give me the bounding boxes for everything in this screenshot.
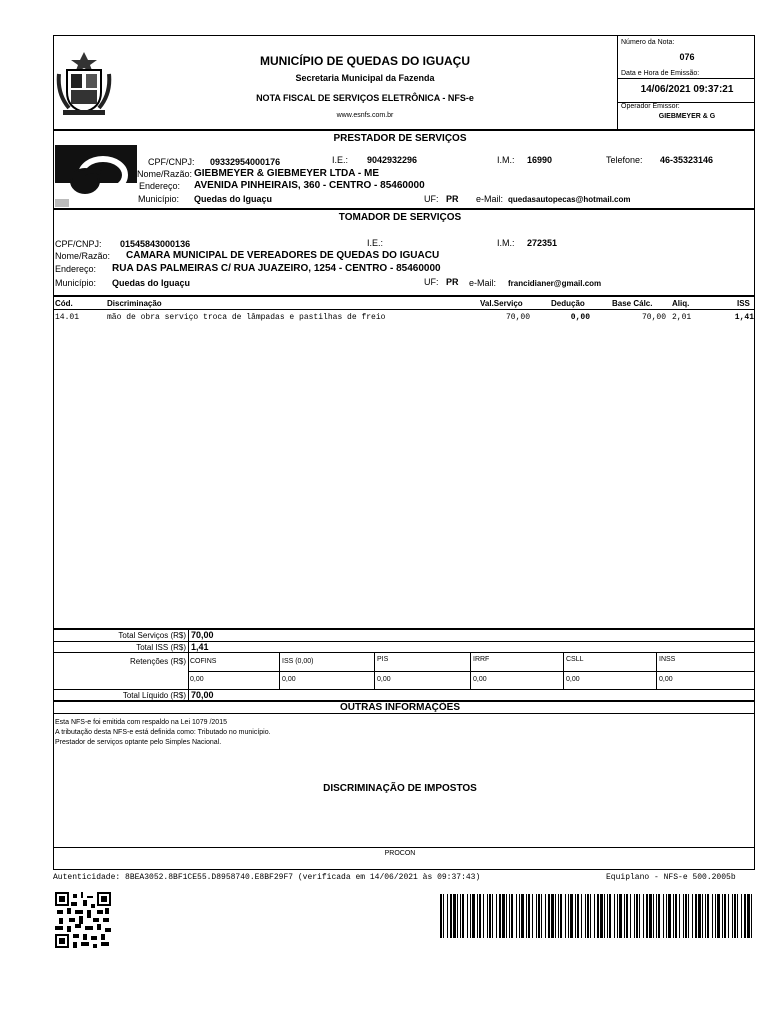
tomador-nome-value: CAMARA MUNICIPAL DE VEREADORES DE QUEDAS DO IGUACU xyxy=(126,250,440,261)
prestador-uf-value: PR xyxy=(446,194,459,204)
tomador-end-label: Endereço: xyxy=(55,264,97,274)
tomador-cpf-label: CPF/CNPJ: xyxy=(55,239,102,249)
company-logo xyxy=(55,145,137,207)
prestador-tel-value: 46-35323146 xyxy=(660,155,714,165)
csll-value: 0,00 xyxy=(566,676,580,683)
tomador-im-value: 272351 xyxy=(527,238,558,248)
numero-value: 076 xyxy=(679,52,695,62)
total-liquido-value: 70,00 xyxy=(191,690,214,700)
tomador-mun-value: Quedas do Iguaçu xyxy=(112,278,191,288)
tomador-mun-label: Município: xyxy=(55,278,97,288)
irrf-value: 0,00 xyxy=(473,676,487,683)
prestador-end-label: Endereço: xyxy=(139,181,181,191)
col-cod-header: Cód. xyxy=(55,299,73,308)
operador-value: GIEBMEYER & G xyxy=(658,113,716,120)
tomador-ie-label: I.E.: xyxy=(367,238,384,248)
outras-line-3: Prestador de serviços optante pelo Simples Nacional. xyxy=(55,739,222,746)
prestador-title: PRESTADOR DE SERVIÇOS xyxy=(333,133,467,144)
secretaria-text: Secretaria Municipal da Fazenda xyxy=(295,73,435,83)
csll-label: CSLL xyxy=(566,656,584,663)
autenticidade-text: Autenticidade: 8BEA3052.8BF1CE55.D8958740.E8BF29F7 (verificada em 14/06/2021 às 09:37:43) xyxy=(53,873,481,882)
data-label: Data e Hora de Emissão: xyxy=(621,70,700,77)
total-servicos-label: Total Serviços (R$) xyxy=(118,631,186,640)
operador-label: Operador Emissor: xyxy=(621,103,680,110)
items-frame xyxy=(53,296,755,629)
total-iss-value: 1,41 xyxy=(191,642,209,652)
col-disc-header: Discriminação xyxy=(107,299,162,308)
irrf-label: IRRF xyxy=(473,656,490,663)
tomador-uf-value: PR xyxy=(446,277,459,287)
prestador-email-value: quedasautopecas@hotmail.com xyxy=(508,195,631,204)
pis-label: PIS xyxy=(377,656,389,663)
site-text: www.esnfs.com.br xyxy=(336,112,394,119)
tomador-im-label: I.M.: xyxy=(497,238,515,248)
pis-value: 0,00 xyxy=(377,676,391,683)
col-ded-header: Dedução xyxy=(551,299,585,308)
tomador-title: TOMADOR DE SERVIÇOS xyxy=(338,212,462,223)
row-iss: 1,41 xyxy=(734,313,754,322)
tomador-email-value: francidianer@gmail.com xyxy=(508,279,602,288)
col-base-header: Base Cálc. xyxy=(612,299,653,308)
row-disc: mão de obra serviço troca de lâmpadas e pastilhas de freio xyxy=(107,313,386,322)
prestador-ie-label: I.E.: xyxy=(332,155,349,165)
row-base: 70,00 xyxy=(641,313,666,322)
barcode xyxy=(440,894,755,938)
data-value: 14/06/2021 09:37:21 xyxy=(640,84,734,95)
tomador-uf-label: UF: xyxy=(424,277,439,287)
prestador-cpf-value: 09332954000176 xyxy=(210,157,281,167)
inss-value: 0,00 xyxy=(659,676,673,683)
row-val: 70,00 xyxy=(505,313,530,322)
inss-label: INSS xyxy=(659,656,676,663)
total-servicos-value: 70,00 xyxy=(191,630,214,640)
outras-line-1: Esta NFS-e foi emitida com respaldo na Lei 1079 /2015 xyxy=(55,719,227,726)
prestador-im-label: I.M.: xyxy=(497,155,515,165)
col-iss-header: ISS xyxy=(737,299,750,308)
prestador-uf-label: UF: xyxy=(424,194,439,204)
outras-line-2: A tributação desta NFS-e está definida como: Tributado no município. xyxy=(55,729,271,736)
tomador-cpf-value: 01545843000136 xyxy=(120,239,191,249)
prestador-email-label: e-Mail: xyxy=(476,194,504,204)
tomador-end-value: RUA DAS PALMEIRAS C/ RUA JUAZEIRO, 1254 - CENTRO - 85460000 xyxy=(112,263,441,274)
col-aliq-header: Aliq. xyxy=(672,299,690,308)
equiplano-text: Equiplano - NFS-e 500.2005b xyxy=(606,873,736,882)
prestador-mun-label: Município: xyxy=(138,194,180,204)
issret-value: 0,00 xyxy=(282,676,296,683)
tomador-nome-label: Nome/Razão: xyxy=(55,251,111,261)
prestador-cpf-label: CPF/CNPJ: xyxy=(148,157,195,167)
cofins-label: COFINS xyxy=(190,658,217,665)
prestador-mun-value: Quedas do Iguaçu xyxy=(194,194,273,204)
row-cod: 14.01 xyxy=(55,313,80,322)
retencoes-label: Retenções (R$) xyxy=(129,657,186,666)
prestador-nome-value: GIEBMEYER & GIEBMEYER LTDA - ME xyxy=(194,168,380,179)
total-iss-label: Total ISS (R$) xyxy=(136,643,186,652)
outras-title: OUTRAS INFORMAÇÕES xyxy=(340,702,460,713)
tomador-email-label: e-Mail: xyxy=(469,278,497,288)
prestador-tel-label: Telefone: xyxy=(606,155,643,165)
coat-of-arms-logo xyxy=(55,50,113,118)
procon-text: PROCON xyxy=(384,850,416,857)
prestador-nome-label: Nome/Razão: xyxy=(137,169,193,179)
total-liquido-label: Total Líquido (R$) xyxy=(122,691,186,700)
numero-label: Número da Nota: xyxy=(621,39,675,46)
row-ded: 0,00 xyxy=(570,313,590,322)
col-val-header: Val.Serviço xyxy=(480,299,523,308)
qr-code xyxy=(55,892,111,948)
prestador-im-value: 16990 xyxy=(527,155,553,165)
municipio-title: MUNICÍPIO DE QUEDAS DO IGUAÇU xyxy=(259,54,470,68)
prestador-ie-value: 9042932296 xyxy=(367,155,418,165)
issret-label: ISS (0,00) xyxy=(282,658,314,665)
impostos-title: DISCRIMINAÇÃO DE IMPOSTOS xyxy=(323,783,477,794)
row-aliq: 2,01 xyxy=(672,313,692,322)
doc-title: NOTA FISCAL DE SERVIÇOS ELETRÔNICA - NFS-e xyxy=(256,93,474,103)
cofins-value: 0,00 xyxy=(190,676,204,683)
prestador-end-value: AVENIDA PINHEIRAIS, 360 - CENTRO - 85460000 xyxy=(194,180,425,191)
